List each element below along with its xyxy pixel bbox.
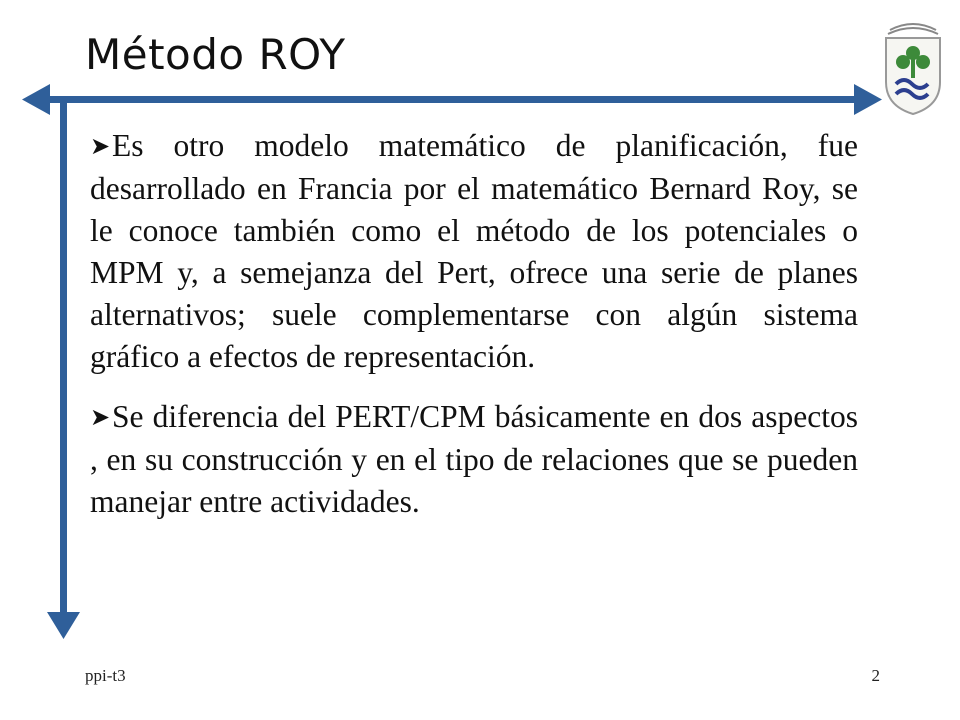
paragraph-text-1: Es otro modelo matemático de planificación, fue desarrollado en Francia por el matemático Bernard Roy, se le conoce también como el método de los potenciales o MPM y, a semejanza del Pert, ofrece una serie de planes alternativos; suele complementarse con algún sistema gráfico a efectos de representación. bbox=[90, 128, 858, 374]
slide-body bbox=[90, 125, 858, 541]
vertical-arrow-bar bbox=[60, 99, 67, 619]
page-number: 2 bbox=[871, 666, 880, 685]
left-arrowhead-icon bbox=[22, 84, 50, 115]
down-arrowhead-icon bbox=[47, 612, 80, 639]
arrowhead-bullet-icon: ➤ bbox=[90, 405, 111, 431]
arrowhead-bullet-icon: ➤ bbox=[90, 134, 111, 160]
footer-label: ppi-t3 bbox=[85, 666, 126, 685]
slide-title: Método ROY bbox=[85, 30, 346, 79]
right-arrowhead-icon bbox=[854, 84, 882, 115]
bullet-paragraph-2 bbox=[90, 396, 858, 523]
university-crest-icon bbox=[882, 20, 944, 116]
bullet-paragraph-1 bbox=[90, 125, 858, 378]
horizontal-arrow-bar bbox=[44, 96, 874, 103]
paragraph-text-2: Se diferencia del PERT/CPM básicamente en dos aspectos , en su construcción y en el tipo de relaciones que se pueden manejar entre actividades. bbox=[90, 399, 858, 519]
